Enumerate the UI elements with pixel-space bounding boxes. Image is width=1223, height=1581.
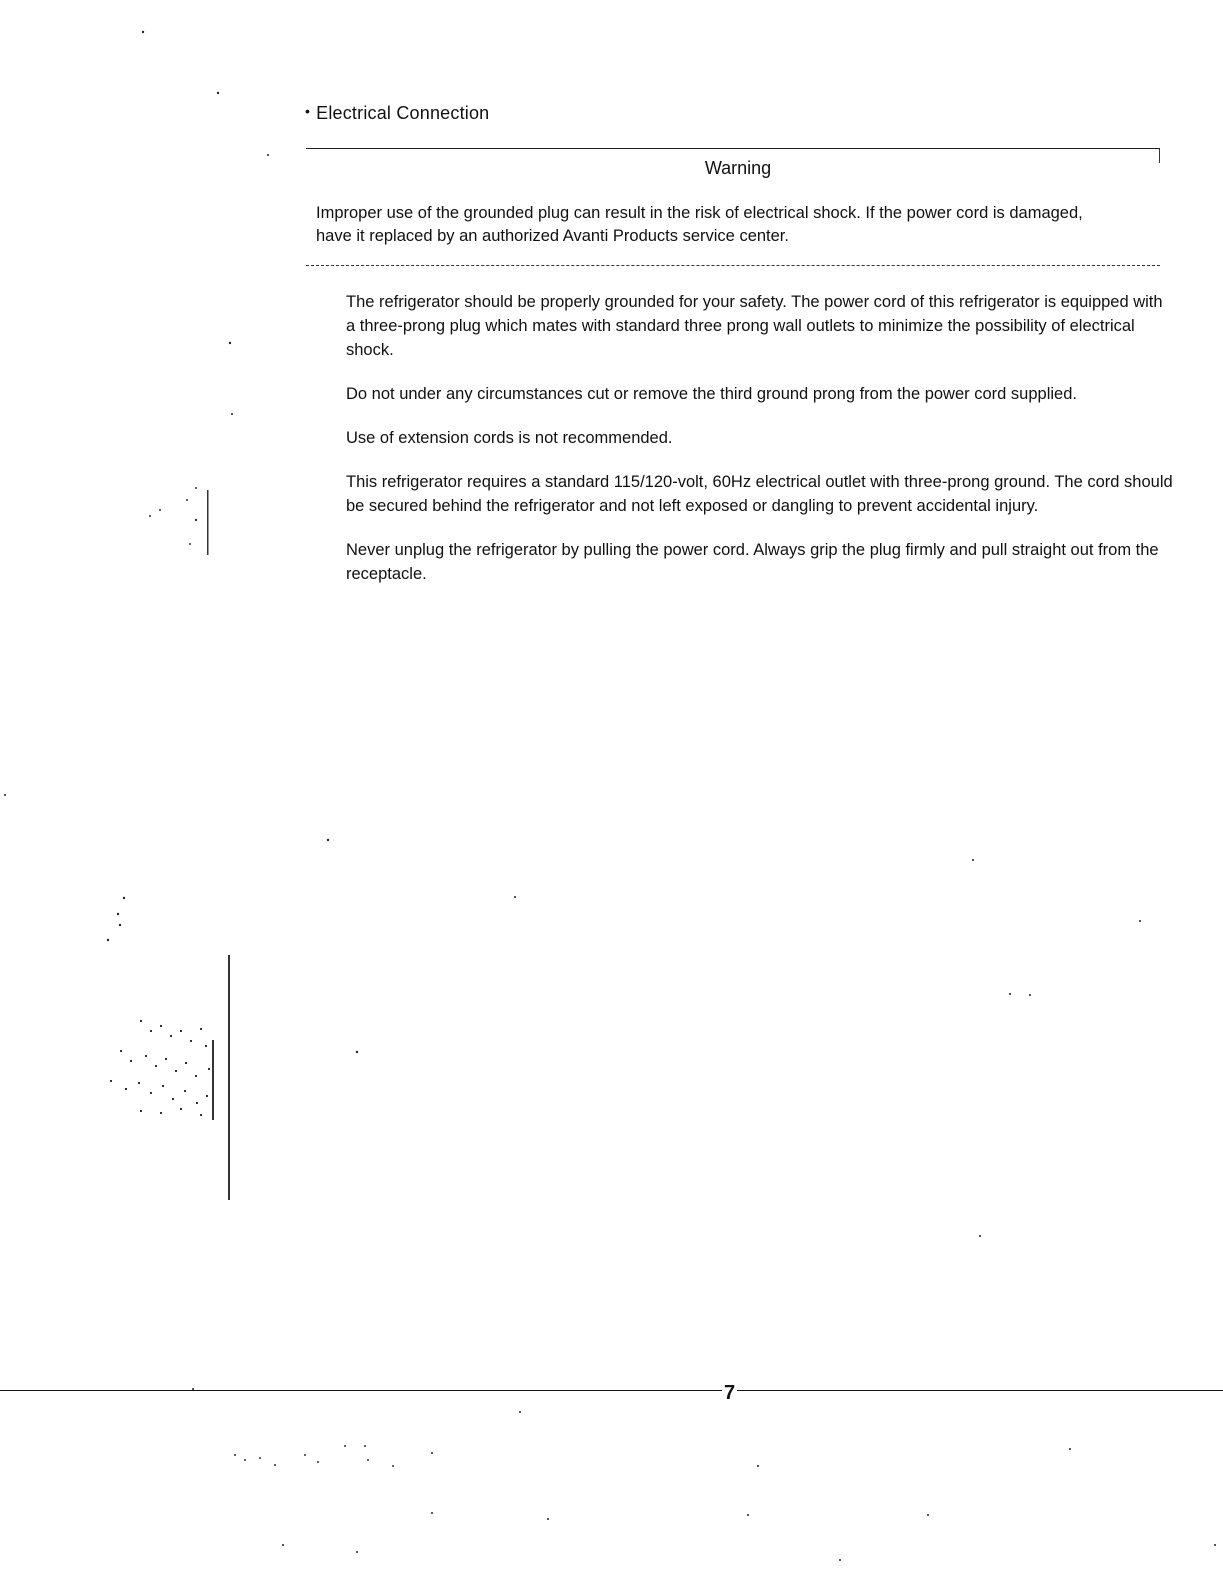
paragraph-extension-cords: Use of extension cords is not recommended. [346,429,673,447]
section-heading [305,103,489,124]
page-number: 7 [724,1382,736,1404]
bullet-icon: • [305,103,311,119]
paragraph-grounding: The refrigerator should be properly grounded for your safety. The power cord of this refrigerator is equipped with a three-prong plug which mates with standard three prong wall outlets to minimize the possibility of electrical shock. [346,293,1163,359]
footer-rule [0,1390,1223,1391]
body-text [346,290,1176,606]
warning-title: Warning [704,158,772,178]
warning-text: Improper use of the grounded plug can result in the risk of electrical shock. If the power cord is damaged, have it replaced by an authorized Avanti Products service center. [316,204,1083,245]
section-heading-text: Electrical Connection [316,103,490,123]
warning-box [306,148,1160,266]
paragraph-unplugging: Never unplug the refrigerator by pulling the power cord. Always grip the plug firmly and pull straight out from the receptacle. [346,541,1159,583]
paragraph-outlet-requirements: This refrigerator requires a standard 115/120-volt, 60Hz electrical outlet with three-prong ground. The cord should be secured behind the refrigerator and not left exposed or dangling to prevent accidental injury. [346,473,1173,515]
paragraph-ground-prong: Do not under any circumstances cut or remove the third ground prong from the power cord supplied. [346,385,1077,403]
